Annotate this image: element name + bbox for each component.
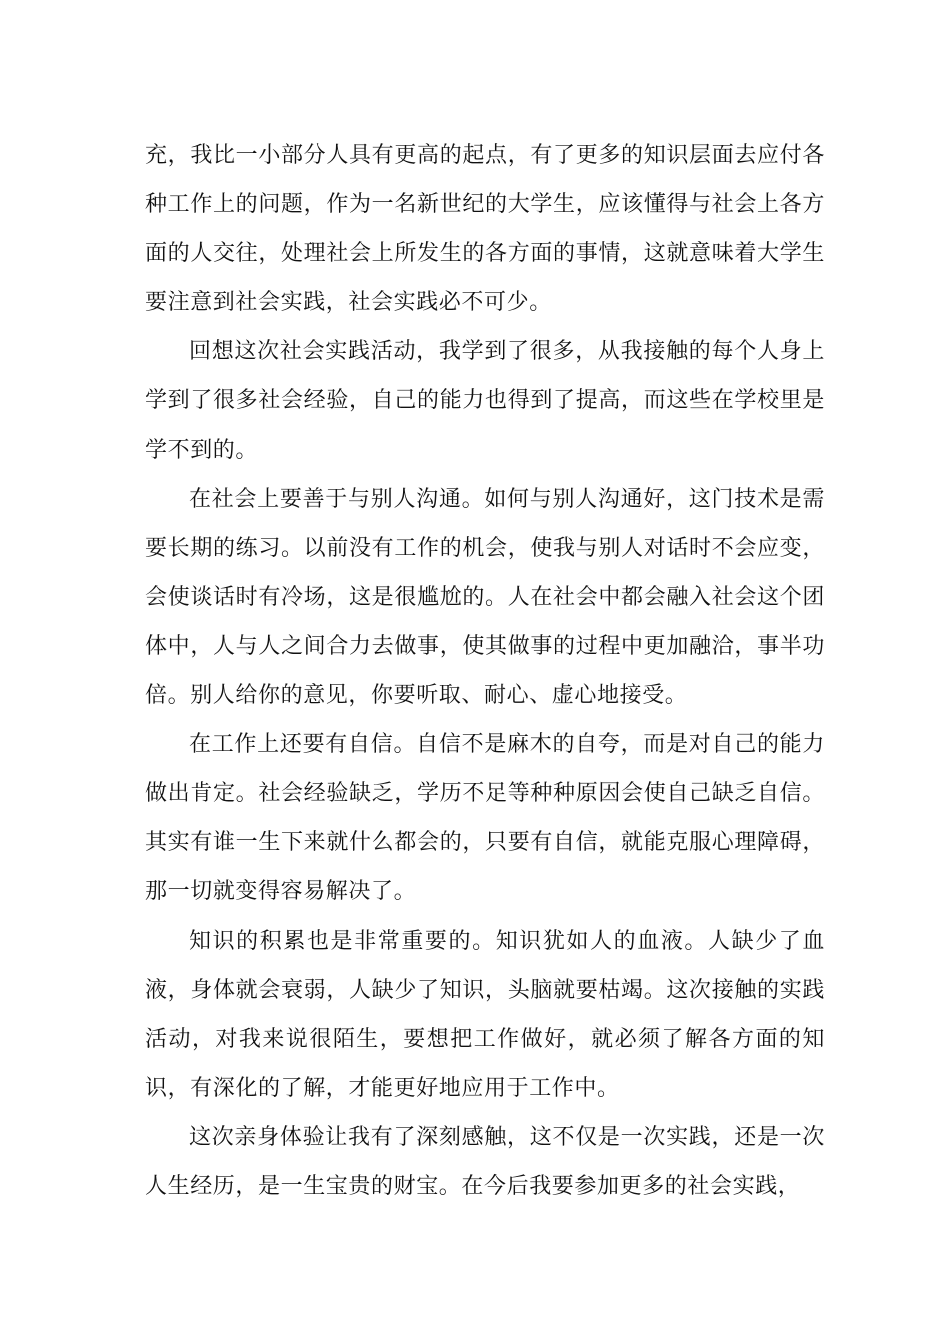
paragraph-knowledge: 知识的积累也是非常重要的。知识犹如人的血液。人缺少了血液，身体就会衰弱，人缺少了知识，头脑就要枯竭。这次接触的实践活动，对我来说很陌生，要想把工作做好，就必须了解各方面的知识，有深化的了解，才能更好地应用于工作中。: [145, 928, 825, 1101]
paragraph-continuation: 充，我比一小部分人具有更高的起点，有了更多的知识层面去应付各种工作上的问题，作为一名新世纪的大学生，应该懂得与社会上各方面的人交往，处理社会上所发生的各方面的事情，这就意味着大学生要注意到社会实践，社会实践必不可少。: [145, 143, 825, 316]
paragraph-reflection: 回想这次社会实践活动，我学到了很多，从我接触的每个人身上学到了很多社会经验，自己的能力也得到了提高，而这些在学校里是学不到的。: [145, 339, 825, 463]
document-body: [145, 131, 825, 1211]
paragraph-confidence: 在工作上还要有自信。自信不是麻木的自夸，而是对自己的能力做出肯定。社会经验缺乏，学历不足等种种原因会使自己缺乏自信。其实有谁一生下来就什么都会的，只要有自信，就能克服心理障碍，那一切就变得容易解决了。: [145, 732, 825, 905]
paragraph-communication: 在社会上要善于与别人沟通。如何与别人沟通好，这门技术是需要长期的练习。以前没有工作的机会，使我与别人对话时不会应变，会使谈话时有冷场，这是很尴尬的。人在社会中都会融入社会这个团体中，人与人之间合力去做事，使其做事的过程中更加融洽，事半功倍。别人给你的意见，你要听取、耐心、虚心地接受。: [145, 486, 825, 709]
paragraph-experience: 这次亲身体验让我有了深刻感触，这不仅是一次实践，还是一次人生经历，是一生宝贵的财宝。在今后我要参加更多的社会实践，: [145, 1124, 825, 1199]
